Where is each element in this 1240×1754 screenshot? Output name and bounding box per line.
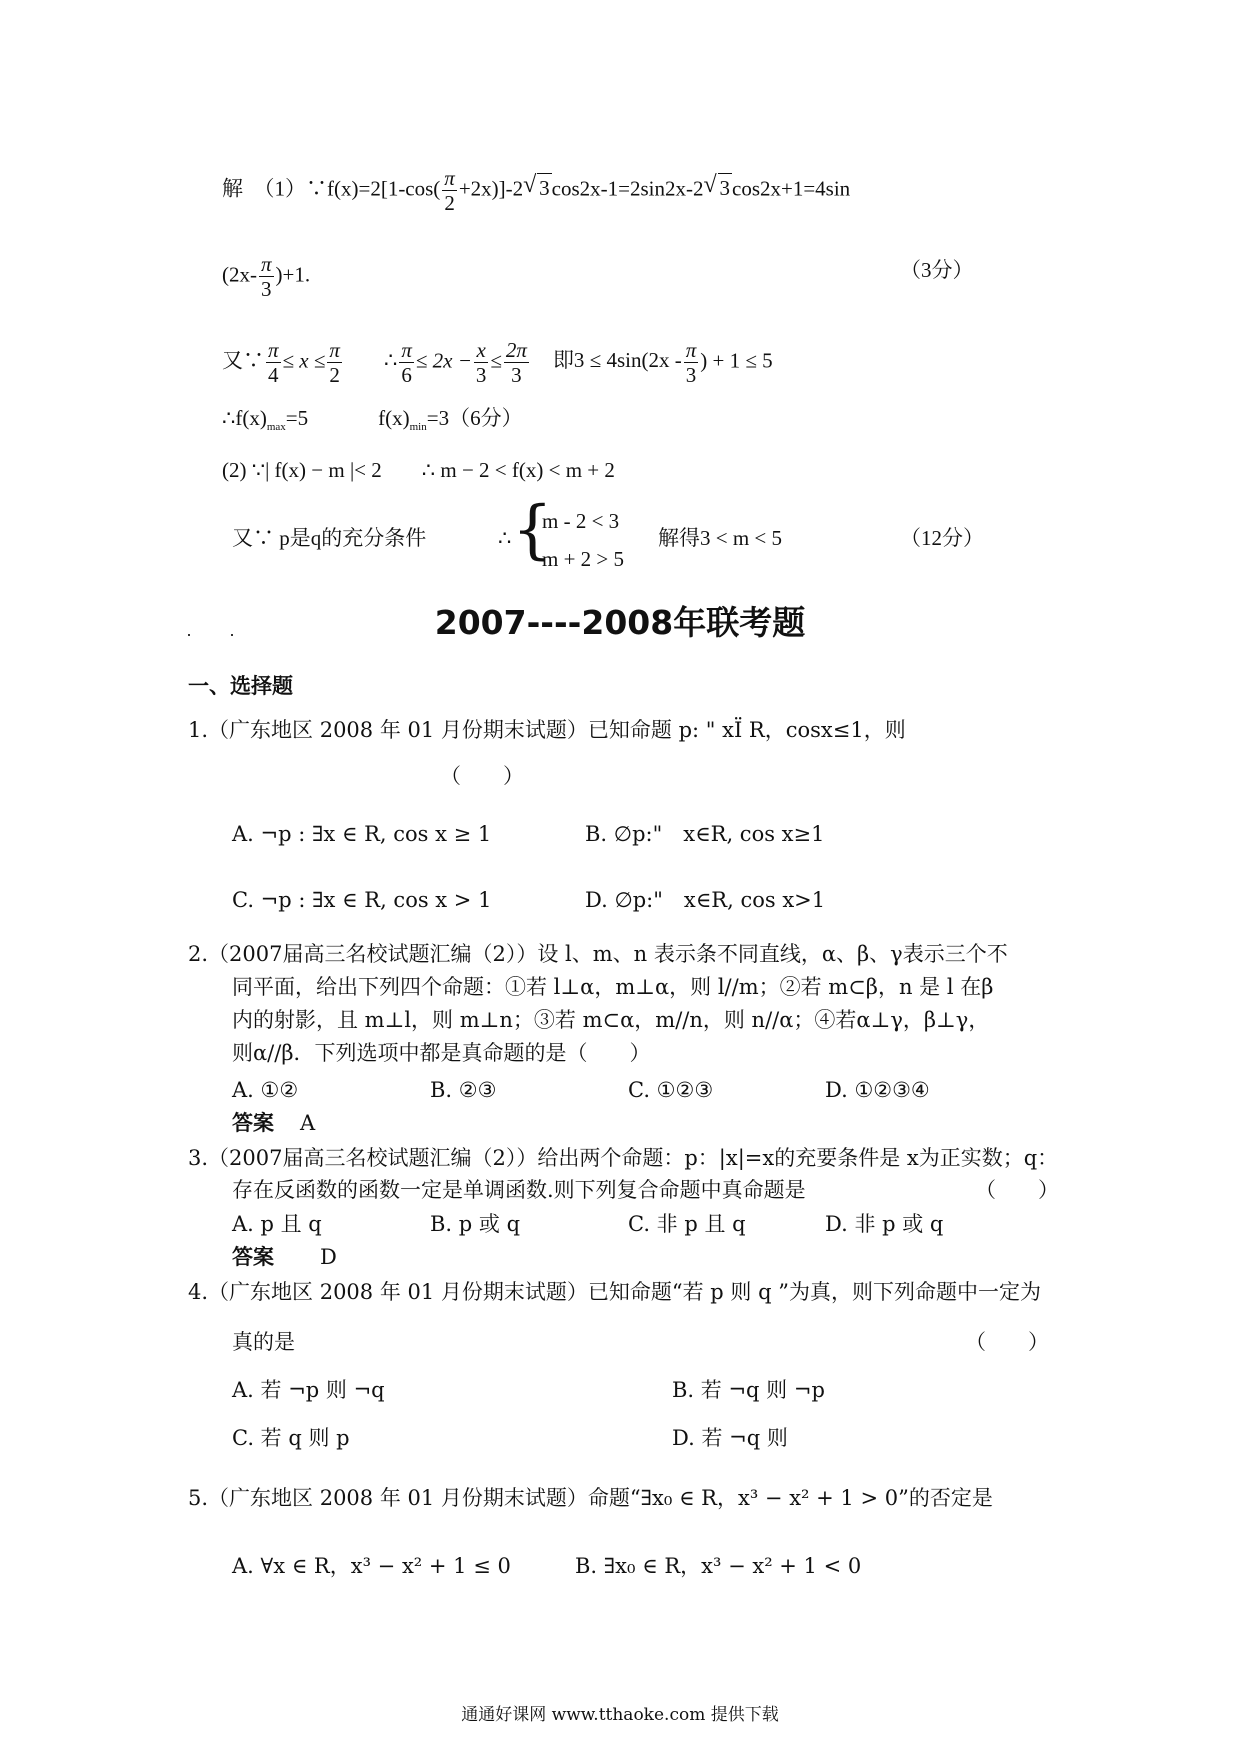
question-2-option-a: A. ①②	[232, 1078, 299, 1102]
answer-value: A	[300, 1111, 316, 1135]
fraction: $\frac{\pi}{3}$	[261, 252, 272, 301]
solution-line-6a: 又∵ p是q的充分条件	[232, 526, 427, 550]
question-3-option-d: D. 非 p 或 q	[825, 1212, 944, 1236]
question-2-option-b: B. ②③	[430, 1078, 497, 1102]
page-footer: 通通好课网 www.tthaoke.com 提供下载	[461, 1705, 779, 1725]
question-4-line-2: 真的是	[232, 1330, 295, 1354]
section-heading: 2007----2008年联考题	[434, 603, 806, 642]
question-1-line-1: 1.（广东地区 2008 年 01 月份期末试题）已知命题 p: " xÏ R，cosx≤1，则	[188, 718, 906, 742]
question-3-option-b: B. p 或 q	[430, 1212, 521, 1236]
fraction: $\frac{\pi}{6}$	[401, 338, 412, 387]
question-1-option-a: A. ¬p : ∃x ∈ R, cos x ≥ 1	[232, 822, 492, 846]
solution-line-5: (2) ∵| f(x) − m |< 2 ∴ m − 2 < f(x) < m + 2	[222, 458, 615, 482]
question-3-line-1: 3.（2007届高三名校试题汇编（2））给出两个命题：p：|x|=x的充要条件是 x为正实数；q：	[188, 1146, 1059, 1170]
fraction: $\frac{x}{3}$	[475, 338, 487, 387]
brace-symbol: {	[512, 493, 553, 567]
section-label: 一、选择题	[188, 674, 293, 698]
question-4-line-1: 4.（广东地区 2008 年 01 月份期末试题）已知命题“若 p 则 q ”为真，则下列命题中一定为	[188, 1280, 1041, 1304]
question-3-paren: （ ）	[975, 1178, 1059, 1202]
question-2-option-c: C. ①②③	[628, 1078, 714, 1102]
question-1-paren: （ ）	[440, 764, 524, 788]
question-2-line-2: 同平面，给出下列四个命题：①若 l⊥α，m⊥α，则 l//m；②若 m⊂β，n 是 l 在β	[232, 975, 994, 999]
question-2-line-4: 则α//β．下列选项中都是真命题的是（ ）	[232, 1041, 651, 1065]
question-4-option-d: D. 若 ¬q 则	[672, 1426, 788, 1450]
question-5-option-a: A. ∀x ∈ R，x³ − x² + 1 ≤ 0	[232, 1554, 511, 1578]
answer-label: 答案	[232, 1111, 274, 1135]
solution-line-1: 解 （1）∵f(x)=2[1-cos( $\frac{\pi}{2}$ +2x)]-2√ 3cos2x-1=2sin2x-2√ 3cos2x+1=4sin	[222, 166, 850, 215]
solution-line-4: $\therefore f(x)_{max}=5$ $f(x)_{min}=3(6$分）	[222, 406, 523, 433]
system-eq-2: m + 2 > 5	[542, 547, 625, 571]
question-2-line-1: 2.（2007届高三名校试题汇编（2））设 l、m、n 表示条不同直线，α、β、γ表示三个不	[188, 942, 1008, 966]
question-1-option-d: D. ∅p:" x∈R, cos x>1	[585, 888, 826, 912]
fraction: $\frac{\pi}{2}$	[329, 338, 340, 387]
solution-text: 解 （1）∵f(x)=2[1-cos(	[222, 176, 441, 201]
question-3-option-a: A. p 且 q	[232, 1212, 322, 1236]
question-4-option-b: B. 若 ¬q 则 ¬p	[672, 1378, 825, 1402]
question-2-line-3: 内的射影，且 m⊥l，则 m⊥n；③若 m⊂α，m//n，则 n//α；④若α⊥γ，β⊥γ，	[232, 1008, 990, 1032]
answer-label: 答案	[232, 1245, 274, 1269]
solution-result: 解得3 < m < 5	[658, 526, 783, 550]
question-5-option-b: B. ∃x₀ ∈ R，x³ − x² + 1 < 0	[575, 1554, 862, 1578]
question-3-line-2: 存在反函数的函数一定是单调函数.则下列复合命题中真命题是	[232, 1178, 806, 1202]
solution-line-2: (2x- $\frac{\pi}{3}$ )+1.	[222, 252, 311, 301]
question-4-option-c: C. 若 q 则 p	[232, 1426, 350, 1450]
system-eq-1: m - 2 < 3	[542, 509, 620, 533]
question-3-option-c: C. 非 p 且 q	[628, 1212, 746, 1236]
question-4-paren: （ ）	[965, 1330, 1049, 1354]
sqrt-expression: √ 3	[537, 173, 552, 202]
fraction: $\frac{\pi}{2}$	[444, 166, 455, 215]
fraction: $\frac{2\pi}{3}$	[505, 338, 527, 387]
fraction: $\frac{\pi}{3}$	[685, 338, 697, 387]
sqrt-expression: √ 3	[718, 173, 733, 202]
scan-dot	[188, 634, 190, 636]
answer-value: D	[320, 1245, 337, 1269]
score-label: （3分）	[900, 258, 974, 282]
solution-line-3: 又∵ $\frac{\pi}{4}$ ≤ x ≤ $\frac{\pi}{2}$ ∴ $\frac{\pi}{6}$ ≤ 2x − $\frac{x}{3}$ ≤ $\frac{2\pi}{3}$ 即3 ≤ 4sin(2x - $\frac{\pi}{3}$ ) + 1 ≤ 5	[222, 338, 773, 387]
scan-dot	[231, 634, 233, 636]
question-4-option-a: A. 若 ¬p 则 ¬q	[232, 1378, 385, 1402]
therefore-symbol: ∴	[498, 526, 512, 550]
question-5-line-1: 5.（广东地区 2008 年 01 月份期末试题）命题“∃x₀ ∈ R，x³ − x² + 1 > 0”的否定是	[188, 1486, 993, 1510]
question-2-option-d: D. ①②③④	[825, 1078, 930, 1102]
question-1-option-c: C. ¬p : ∃x ∈ R, cos x > 1	[232, 888, 492, 912]
score-label: （12分）	[900, 526, 984, 550]
fraction: $\frac{\pi}{4}$	[268, 338, 279, 387]
question-1-option-b: B. ∅p:" x∈R, cos x≥1	[585, 822, 825, 846]
